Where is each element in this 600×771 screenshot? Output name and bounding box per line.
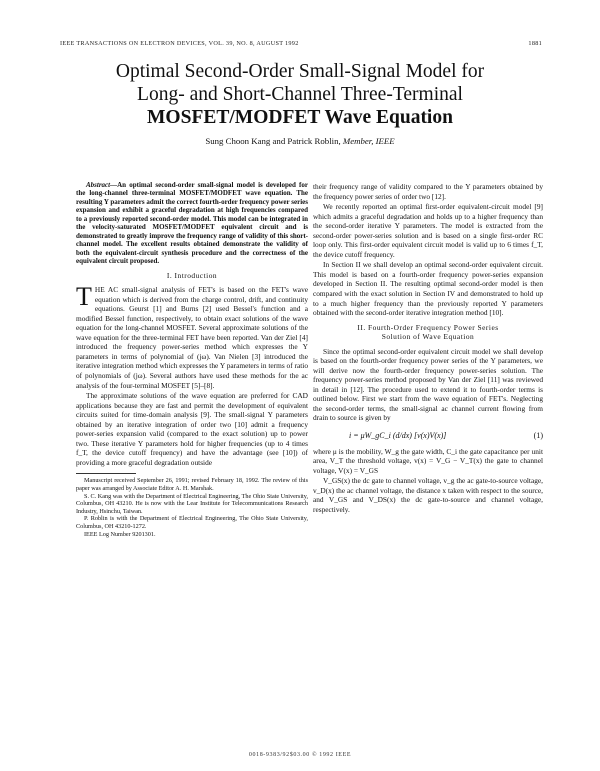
right-paragraph-3: In Section II we shall develop an optimal second-order equivalent circuit. This model is based on a fourth-order frequency power-series expansion developed in Section II. The resulting optimal second-order model is then compared with the exact solution in Section IV and demonstrated to hold up to a much higher frequency than the previously reported Y parameters obtained with the second-order iterative integration method [10]. (313, 260, 543, 318)
author-role: Member, IEEE (342, 136, 395, 146)
section-heading-line-2: Solution of Wave Equation (381, 332, 475, 342)
right-paragraph-1: their frequency range of validity compared to the Y parameters obtained by the frequency power series of order two [12]. (313, 182, 543, 201)
title-line-2: Long- and Short-Channel Three-Terminal (137, 84, 463, 105)
title-line-1: Optimal Second-Order Small-Signal Model for (115, 61, 485, 82)
footnote-manuscript: Manuscript received September 26, 1991; revised February 18, 1992. The review of this paper was arranged by Associate Editor A. H. Marshak. (76, 477, 308, 493)
footnote-rule (76, 473, 136, 474)
section2-paragraph-3: V_GS(x) the dc gate to channel voltage, v_g the ac gate-to-source voltage, v_D(x) the ac channel voltage, the distance x taken with respect to the source, and V_GS and V_DS(x) the dc gate-to-source and channel voltage, respectively. (313, 476, 543, 514)
intro-paragraph-1-text: HE AC small-signal analysis of FET's is based on the FET's wave equation which is derived from the charge control, drift, and continuity equations. Geurst [1] and Burns [2] used Bessel's function and a modified Bessel function, respectively, to obtain exact solutions of the wave equation for the long-channel MOSFET. Several approximate solutions of the wave equation for the three-terminal FET have been reported. Van der Ziel [4] introduced the frequency power-series method which expresses the Y parameters in terms of polynomial of (jω). Van Nielen [3] introduced the iterative integration method which expresses the Y parameters in terms of ratio of polynomials of (jω). Several authors have used these methods for the ac analysis of the four-terminal MOSFET [5]–[8]. (76, 285, 308, 390)
left-column (76, 181, 308, 538)
equation-number: (1) (533, 431, 543, 441)
right-column (313, 182, 543, 515)
author-names: Sung Choon Kang and Patrick Roblin, (205, 136, 341, 146)
copyright-line: 0018-9383/92$03.00 © 1992 IEEE (248, 752, 352, 758)
author-line (40, 136, 560, 146)
title-line-3: MOSFET/MODFET Wave Equation (147, 107, 453, 128)
running-head (60, 40, 542, 47)
section-heading-introduction: I. Introduction (166, 270, 218, 280)
section-heading-line-1: II. Fourth-Order Frequency Power Series (357, 322, 499, 332)
intro-paragraph-2: The approximate solutions of the wave equation are preferred for CAD applications because they are fast and permit the development of equivalent circuits suited for time-domain analysis [9]. The small-signal Y parameters obtained by an iterative integration of order two [10] admit a frequency power-series expansion valid (compared to the exact solution) up to power two. These iterative Y parameters hold for higher frequencies (up to 4 times f_T, the device cutoff frequency) and have the advantage (see [10]) of providing a more graceful degradation outside (76, 391, 308, 467)
equation-body: i = μW_gC_i (d/dx) [v(x)V(x)] (349, 431, 447, 441)
equation-1 (313, 431, 543, 441)
abstract (76, 181, 308, 266)
abstract-lead: Abstract— (86, 181, 118, 189)
abstract-text: An optimal second-order small-signal model is developed for the long-channel three-terminal MOSFET/MODFET wave equation. The resulting Y parameters admit the correct fourth-order frequency power series expansion and exhibit a graceful degradation at high frequencies compared to a previously reported second-order model. This model can be integrated in the velocity-saturated MOSFET/MODFET equivalent circuit and is demonstrated to greatly improve the frequency range of validity of this short-channel model. The excellent results obtained demonstrate the validity of both the equivalent-circuit synthesis procedure and the correctness of the equivalent circuit proposed. (76, 181, 308, 266)
section2-paragraph-2: where μ is the mobility, W_g the gate width, C_i the gate capacitance per unit area, V_T the threshold voltage, v(x) = V_G − V_T(x) the gate to channel voltage, V(x) = V_GS (313, 446, 543, 475)
page-number: 1881 (528, 40, 542, 47)
footnote-author-1: S. C. Kang was with the Department of Electrical Engineering, The Ohio State University, Columbus, OH 43210. He is now with the Lear Institute for Telecommunications Research Industry, Hsinchu, Taiwan. (76, 492, 308, 515)
journal-citation: IEEE TRANSACTIONS ON ELECTRON DEVICES, VOL. 39, NO. 8, AUGUST 1992 (60, 40, 299, 47)
section-heading-power-series (313, 323, 543, 342)
footnote-author-2: P. Roblin is with the Department of Electrical Engineering, The Ohio State University, Columbus, OH 43210-1272. (76, 515, 308, 530)
intro-paragraph-1 (76, 282, 308, 390)
footnote-log-number: IEEE Log Number 9201301. (84, 530, 156, 538)
footnotes (76, 477, 308, 538)
right-paragraph-2: We recently reported an optimal first-order equivalent-circuit model [9] which admits a graceful degradation and holds up to a higher frequency than the second-order iterative Y parameters. The model is extracted from the second-order power-series solution and is based on a single first-order RC loop only. This first-order equivalent circuit model is valid up to 6 times f_T, the device cutoff frequency. (313, 202, 543, 259)
paper-title (40, 60, 560, 129)
drop-cap: T (76, 282, 92, 312)
section2-paragraph-1: Since the optimal second-order equivalent circuit model we shall develop is based on the fourth-order frequency power series of the Y parameters, we will derive now the fourth-order frequency power-series solution. The frequency power-series method proposed by Van der Ziel [11] was reviewed in detail in [12]. The procedure used to extend it to fourth-order terms is outlined below. First we start from the wave equation of FET's. Neglecting the second-order terms, the small-signal ac channel current flowing from drain to source is given by (313, 346, 543, 423)
